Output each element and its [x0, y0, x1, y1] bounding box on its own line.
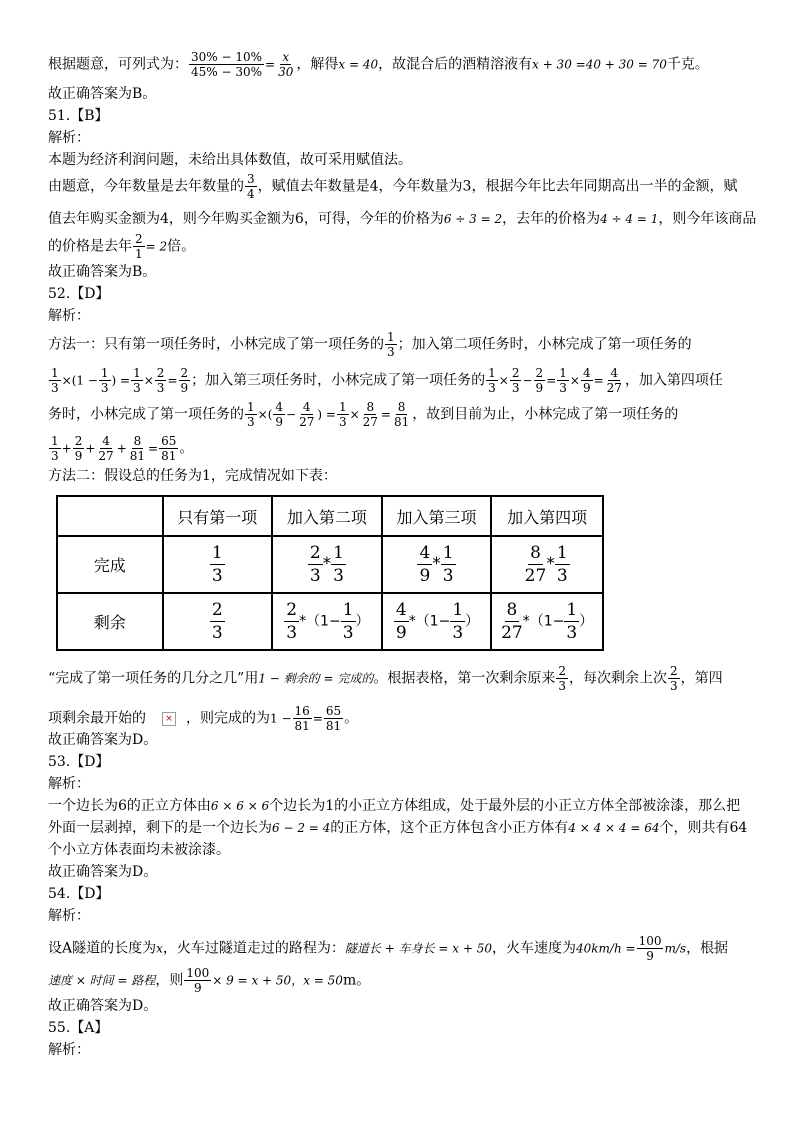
- answer-line: 故正确答案为D。: [48, 864, 158, 880]
- answer-line: 故正确答案为B。: [48, 86, 157, 102]
- method-one-line: $\frac{1}{3}$ ×(1 − $\frac{1}{3}$ ) = $\frac{1}{3}$ × $\frac{2}{3}$ = $\frac{2}{9}$ ；加入第三项任务时，小林完成了第一项任务的 $\frac{1}{3}$ × $\frac{2}{3}$ − $\frac{2}{9}$ = $\frac{1}{3}$ × $\frac{4}{9}$ = $\frac{4}{27}$ ，加入第四项任: [51, 366, 723, 395]
- paragraph: 一个边长为6的正立方体由6 × 6 × 6个边长为1的小正立方体组成，处于最外层的小正立方体全部被涂漆，那么把: [48, 798, 741, 814]
- broken-image-icon: ×: [162, 712, 176, 726]
- table-header-cell: 只有第一项: [163, 496, 273, 536]
- question-number: 51.【B】: [48, 108, 109, 124]
- question-number: 52.【D】: [48, 286, 110, 302]
- table-cell: $\frac{2}{3}$: [163, 593, 273, 650]
- table-header-cell: 加入第三项: [382, 496, 492, 536]
- paragraph: 由题意，今年数量是去年数量的 $\frac{3}{4}$ ，赋值去年数量是4，今年数量为3，根据今年比去年同期高出一半的金额，赋: [48, 172, 738, 201]
- analysis-label: 解析：: [48, 776, 90, 792]
- table-row: [57, 536, 603, 593]
- analysis-label: 解析：: [48, 1042, 90, 1058]
- paragraph: 的价格是去年 $\frac{2}{1}$ = 2倍。: [48, 232, 196, 261]
- answer-line: 故正确答案为D。: [48, 998, 158, 1014]
- analysis-label: 解析：: [48, 908, 90, 924]
- fraction: $\frac{2}{1}$: [135, 232, 143, 261]
- completion-table: [56, 495, 604, 651]
- answer-line: 故正确答案为B。: [48, 264, 157, 280]
- row-label: 剩余: [57, 593, 163, 650]
- paragraph: 外面一层剥掉，剩下的是一个边长为6 − 2 = 4的正方体，这个正方体包含小正方体有4 × 4 × 4 = 64个，则共有64: [48, 820, 748, 836]
- paragraph: 设A隧道的长度为x，火车过隧道走过的路程为：隧道长 + 车身长 = x + 50，火车速度为40km/h = $\frac{100}{9}$ m/s，根据: [48, 934, 729, 963]
- table-header-cell: 加入第二项: [272, 496, 382, 536]
- method-one-line: 务时，小林完成了第一项任务的 $\frac{1}{3}$ ×( $\frac{4}{9}$ − $\frac{4}{27}$ ) = $\frac{1}{3}$ × $\frac{8}{27}$ = $\frac{8}{81}$ ，故到目前为止，小林完成了第一项任务的: [48, 400, 679, 429]
- fraction: $\frac{3}{4}$: [247, 172, 255, 201]
- table-cell: $\frac{2}{3}$ *（1− $\frac{1}{3}$ ）: [272, 593, 382, 650]
- paragraph: 项剩余最开始的 × ，则完成的为1 − $\frac{16}{81}$ = $\frac{65}{81}$ 。: [48, 704, 359, 733]
- table-header-row: [57, 496, 603, 536]
- text: 根据题意，可列式为：: [48, 56, 188, 73]
- paragraph: 个小立方体表面均未被涂漆。: [48, 842, 230, 858]
- analysis-label: 解析：: [48, 308, 90, 324]
- question-number: 55.【A】: [48, 1020, 109, 1036]
- method-two-line: 方法二：假设总的任务为1，完成情况如下表：: [48, 468, 337, 484]
- paragraph: 本题为经济利润问题，未给出具体数值，故可采用赋值法。: [48, 152, 412, 168]
- table-cell: $\frac{4}{9}$ * $\frac{1}{3}$: [382, 536, 492, 593]
- table-row: [57, 593, 603, 650]
- row-label: 完成: [57, 536, 163, 593]
- paragraph: 速度 × 时间 = 路程，则 $\frac{100}{9}$ × 9 = x + 50，x = 50m。: [48, 966, 371, 995]
- answer-line: 故正确答案为D。: [48, 732, 158, 748]
- fraction: $\frac{30\% - 10\%}{45\% - 30\%}$: [191, 50, 263, 79]
- method-one-line: 方法一：只有第一项任务时，小林完成了第一项任务的 $\frac{1}{3}$ ；加入第二项任务时，小林完成了第一项任务的: [48, 330, 692, 359]
- fraction: $\frac{1}{3}$: [387, 330, 395, 359]
- table-cell: $\frac{2}{3}$ * $\frac{1}{3}$: [272, 536, 382, 593]
- question-number: 53.【D】: [48, 754, 110, 770]
- table-header-cell: [57, 496, 163, 536]
- table-header-cell: 加入第四项: [491, 496, 603, 536]
- paragraph: “完成了第一项任务的几分之几”用1 − 剩余的 = 完成的。根据表格，第一次剩余原来 $\frac{2}{3}$ ，每次剩余上次 $\frac{2}{3}$ ，第四: [48, 664, 723, 693]
- paragraph: 值去年购买金额为4，则今年购买金额为6，可得，今年的价格为6 ÷ 3 = 2，去年的价格为4 ÷ 4 = 1，则今年该商品: [48, 211, 757, 227]
- table-cell: $\frac{8}{27}$ *（1− $\frac{1}{3}$ ）: [491, 593, 603, 650]
- fraction: $\frac{x}{30}$: [278, 50, 294, 79]
- analysis-label: 解析：: [48, 130, 90, 146]
- table-cell: $\frac{4}{9}$ *（1− $\frac{1}{3}$ ）: [382, 593, 492, 650]
- line-solution-mixture: 根据题意，可列式为： $\frac{30\% - 10\%}{45\% - 30\%}$ = $\frac{x}{30}$ ，解得x = 40，故混合后的酒精溶液有x + 30 =40 + 30 = 70千克。: [48, 50, 709, 79]
- method-one-line: $\frac{1}{3}$ + $\frac{2}{9}$ + $\frac{4}{27}$ + $\frac{8}{81}$ = $\frac{65}{81}$ 。: [51, 434, 194, 463]
- table-cell: $\frac{1}{3}$: [163, 536, 273, 593]
- question-number: 54.【D】: [48, 886, 110, 902]
- table-cell: $\frac{8}{27}$ * $\frac{1}{3}$: [491, 536, 603, 593]
